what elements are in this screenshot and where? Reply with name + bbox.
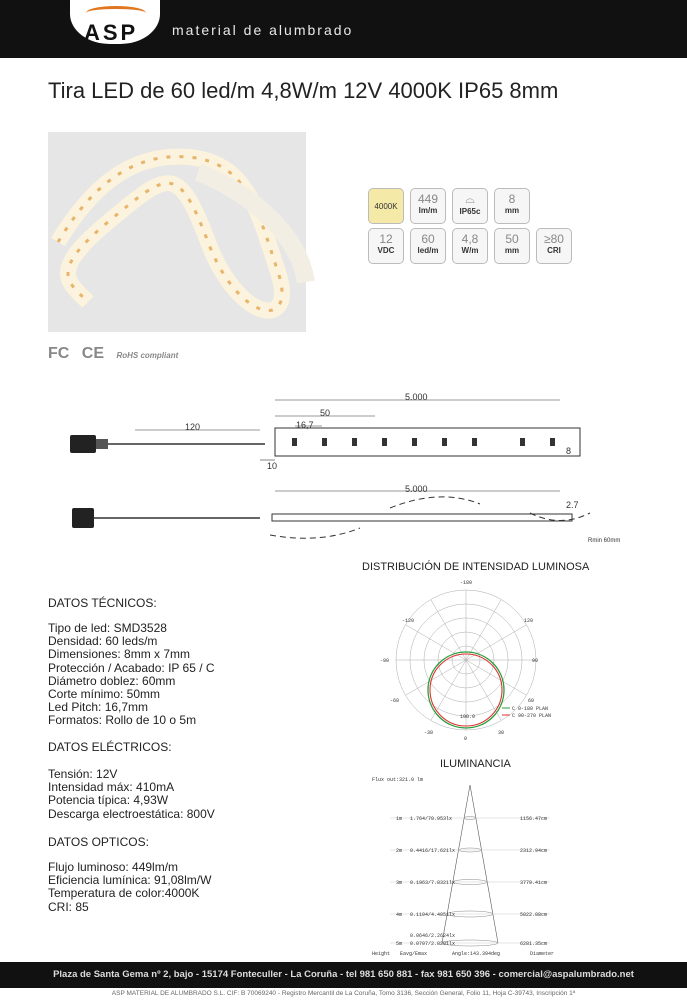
icon-label: mm [504, 206, 520, 215]
width-icon [494, 188, 530, 224]
illum-footer: Height [372, 951, 391, 957]
voltage-icon [368, 228, 404, 264]
fcc-logo: FC [48, 345, 70, 362]
icon-value: 50 [505, 232, 519, 246]
led-strip-illustration [48, 132, 306, 332]
logo[interactable]: ASP [84, 20, 139, 45]
dim-width: 8 [566, 446, 572, 456]
opt-specs [48, 861, 211, 914]
polar-chart [380, 578, 552, 743]
elec-title: DATOS ELÉCTRICOS: [48, 740, 172, 754]
illum-value: 0.0707/2.8201lx [410, 941, 456, 947]
spec-line: Descarga electroestática: 800V [48, 806, 215, 821]
polar-legend-item: C 90-270 PLAN [512, 713, 552, 719]
polar-tick: 60 [528, 698, 535, 704]
tagline: material de alumbrado [172, 22, 354, 38]
spec-line: Densidad: 60 leds/m [48, 634, 158, 649]
icon-value: 12 [379, 232, 393, 246]
polar-tick: 0 [464, 736, 468, 742]
illum-value: 0.1104/4.4051lx [410, 912, 456, 918]
icon-value: 4,8 [461, 232, 479, 246]
elec-specs [48, 768, 215, 821]
polar-tick: 90 [532, 658, 539, 664]
icon-label: IP65c [459, 207, 481, 216]
illum-height: 5m [396, 941, 403, 947]
spec-line: Intensidad máx: 410mA [48, 780, 175, 795]
illum-value: 0.4416/17.621lx [410, 848, 456, 854]
dim-offset: 10 [267, 461, 278, 471]
illum-value: 0.1963/7.8321lx [410, 880, 456, 886]
polar-tick: -60 [390, 698, 400, 704]
spec-line: Corte mínimo: 50mm [48, 687, 161, 702]
icon-value: ≥80 [544, 232, 564, 246]
certifications [48, 345, 178, 363]
spec-line: Flujo luminoso: 449lm/m [48, 860, 179, 874]
spec-line: Dimensiones: 8mm x 7mm [48, 647, 191, 662]
dim-rmin: Rmin 60mm [588, 538, 621, 544]
spec-line: Tipo de led: SMD3528 [48, 621, 167, 635]
header-bar [0, 0, 687, 58]
polar-title: DISTRIBUCIÓN DE INTENSIDAD LUMINOSA [362, 561, 590, 573]
flux-icon [410, 188, 446, 224]
illum-footer: Eavg/Emax [400, 951, 428, 957]
illum-diameter: 5022.88cm [520, 912, 548, 918]
opt-title: DATOS OPTICOS: [48, 835, 149, 849]
tech-title: DATOS TÉCNICOS: [48, 596, 157, 610]
cri-icon [536, 228, 572, 264]
dim-total-length-2: 5.000 [405, 484, 428, 494]
spec-line: Temperatura de color:4000K [48, 886, 200, 901]
ip-rating-icon [452, 188, 488, 224]
illum-value: 0.0646/2.2624lx [410, 933, 456, 939]
illum-diameter: 3779.41cm [520, 880, 548, 886]
page-title: Tira LED de 60 led/m 4,8W/m 12V 4000K IP65 8mm [48, 78, 559, 103]
icon-label: W/m [461, 246, 479, 255]
footer-contact: Plaza de Santa Gema nº 2, bajo - 15174 Fonteculler - La Coruña - tel 981 650 881 - fax 981 650 396 - comercial@aspalumbrado.net [0, 962, 687, 988]
dim-cable: 120 [185, 422, 201, 432]
polar-tick: 30 [498, 730, 505, 736]
icon-label: mm [504, 246, 520, 255]
icon-label: 4000K [374, 202, 398, 211]
power-icon [452, 228, 488, 264]
polar-tick: -90 [380, 658, 390, 664]
logo-swoosh [86, 6, 146, 20]
polar-tick: -120 [402, 618, 415, 624]
polar-tick: -30 [424, 730, 434, 736]
illum-diameter: 1156.47cm [520, 816, 548, 822]
spec-line: CRI: 85 [48, 899, 89, 914]
icon-label: lm/m [418, 206, 438, 215]
icon-value: 449 [417, 192, 439, 206]
spec-line: Tensión: 12V [48, 767, 118, 781]
spec-line: Eficiencia lumínica: 91,08lm/W [48, 873, 212, 888]
dim-total-length: 5.000 [405, 392, 428, 402]
spec-line: Potencia típica: 4,93W [48, 793, 169, 808]
footer-legal: ASP MATERIAL DE ALUMBRADO S.L. CIF: B 70069240 - Registro Mercantil de La Coruña, Tomo 3136, Sección General, Folio 11, Hoja C-39743, Inscripción 1ª [111, 990, 576, 997]
polar-tick: 120 [524, 618, 534, 624]
density-icon [410, 228, 446, 264]
technical-drawing [60, 388, 640, 553]
polar-tick: -180 [460, 580, 473, 586]
cut-length-icon [494, 228, 530, 264]
illum-diameter: 2312.94cm [520, 848, 548, 854]
icon-label: VDC [377, 246, 395, 255]
illuminance-chart [370, 773, 570, 958]
illum-height: 1m [396, 816, 403, 822]
icon-label: led/m [417, 246, 439, 255]
illum-height: 2m [396, 848, 403, 854]
spec-line: Protección / Acabado: IP 65 / C [48, 660, 215, 675]
illum-footer: Angle:143.394deg [452, 951, 501, 957]
ce-logo: CE [81, 345, 105, 362]
illum-height: 4m [396, 912, 403, 918]
polar-tick: 100.0 [460, 714, 476, 720]
dim-pitch: 16,7 [296, 420, 314, 430]
spec-line: Led Pitch: 16,7mm [48, 700, 149, 715]
dim-cut: 50 [320, 408, 331, 418]
rohs-logo: RoHS compliant [116, 351, 179, 360]
shield-icon: ⌓ [465, 192, 475, 206]
illum-flux: Flux out:321.0 lm [372, 777, 424, 783]
product-photo [48, 132, 306, 332]
illuminance-title: ILUMINANCIA [440, 758, 511, 770]
tech-specs [48, 622, 215, 728]
polar-legend-item: C 0-180 PLAN [512, 706, 549, 712]
cct-icon [368, 188, 404, 224]
icon-value: 8 [508, 192, 516, 206]
spec-line: Formatos: Rollo de 10 o 5m [48, 713, 197, 728]
icon-value: 60 [421, 232, 435, 246]
spec-line: Diámetro doblez: 60mm [48, 673, 176, 688]
illum-value: 1.764/70.953lx [410, 816, 453, 822]
illum-height: 3m [396, 880, 403, 886]
icon-label: CRI [547, 246, 561, 255]
illum-diameter: 6281.35cm [520, 941, 548, 947]
illum-footer: Diameter [530, 951, 555, 957]
dim-height: 2.7 [566, 500, 579, 510]
